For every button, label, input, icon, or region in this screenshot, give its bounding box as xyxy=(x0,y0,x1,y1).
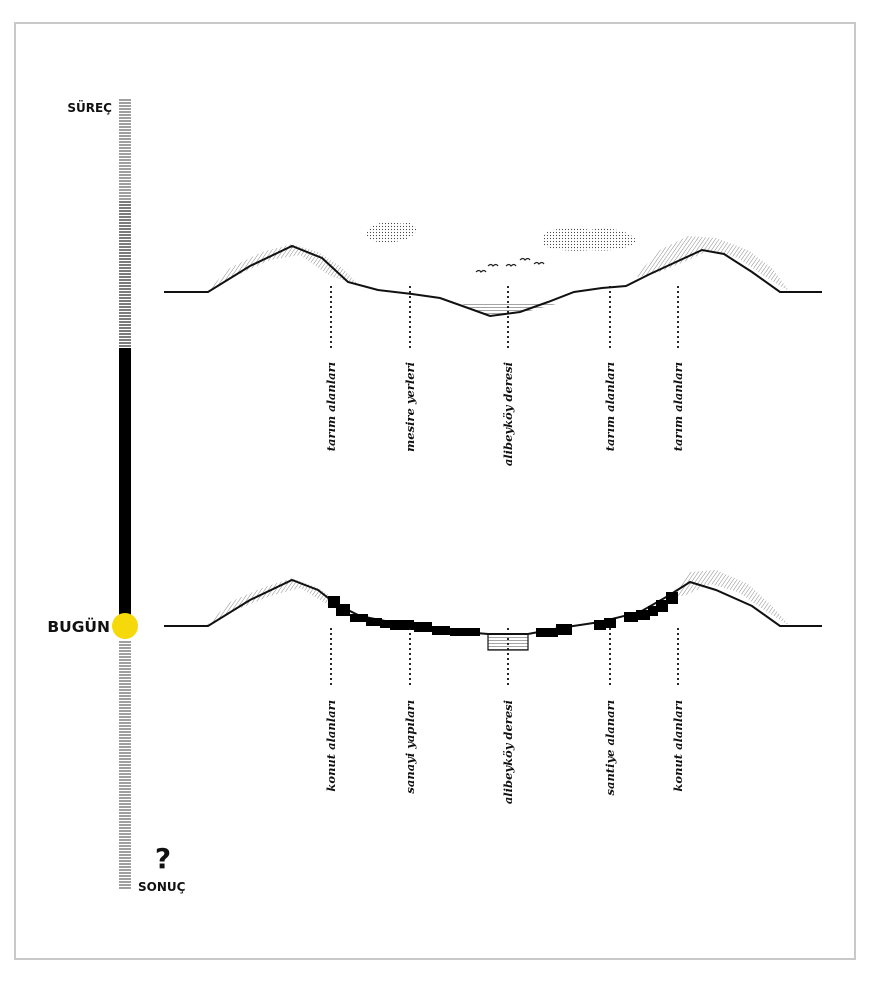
timeline-elapsed-bar xyxy=(119,348,131,620)
zone-label: alibeyköy deresi xyxy=(501,700,515,805)
zone-label: tarım alanları xyxy=(324,362,338,452)
birds xyxy=(476,259,544,273)
timeline xyxy=(47,100,185,894)
section-present xyxy=(164,570,822,804)
timeline-present-label: BUGÜN xyxy=(47,618,110,636)
urban-blocks xyxy=(328,592,678,637)
timeline-ticks-lower xyxy=(119,642,131,888)
zone-label: konut alanları xyxy=(324,700,338,792)
vegetation-left-hill xyxy=(206,578,340,626)
zone-label: santiye alanarı xyxy=(603,700,617,796)
zone-label: tarım alanları xyxy=(671,362,685,452)
unknown-outcome-mark: ? xyxy=(154,842,172,875)
timeline-ticks-upper xyxy=(119,100,131,346)
zone-label: mesire yerleri xyxy=(403,362,417,452)
timeline-end-label: SONUÇ xyxy=(138,880,186,894)
present-marker xyxy=(112,613,138,639)
vegetation-right-hill xyxy=(670,570,790,626)
zone-label: konut alanları xyxy=(671,700,685,792)
cloud-right xyxy=(542,228,636,251)
cloud-left xyxy=(367,222,416,243)
zone-label: sanayi yapıları xyxy=(403,700,417,794)
zone-labels-past xyxy=(324,362,685,466)
section-past xyxy=(164,222,822,466)
zone-labels-present xyxy=(324,700,685,804)
zone-label: tarım alanları xyxy=(603,362,617,452)
channelized-stream xyxy=(488,634,528,650)
zone-label: alibeyköy deresi xyxy=(501,362,515,467)
zone-leaders-past xyxy=(331,286,678,350)
timeline-start-label: SÜREÇ xyxy=(67,101,112,115)
